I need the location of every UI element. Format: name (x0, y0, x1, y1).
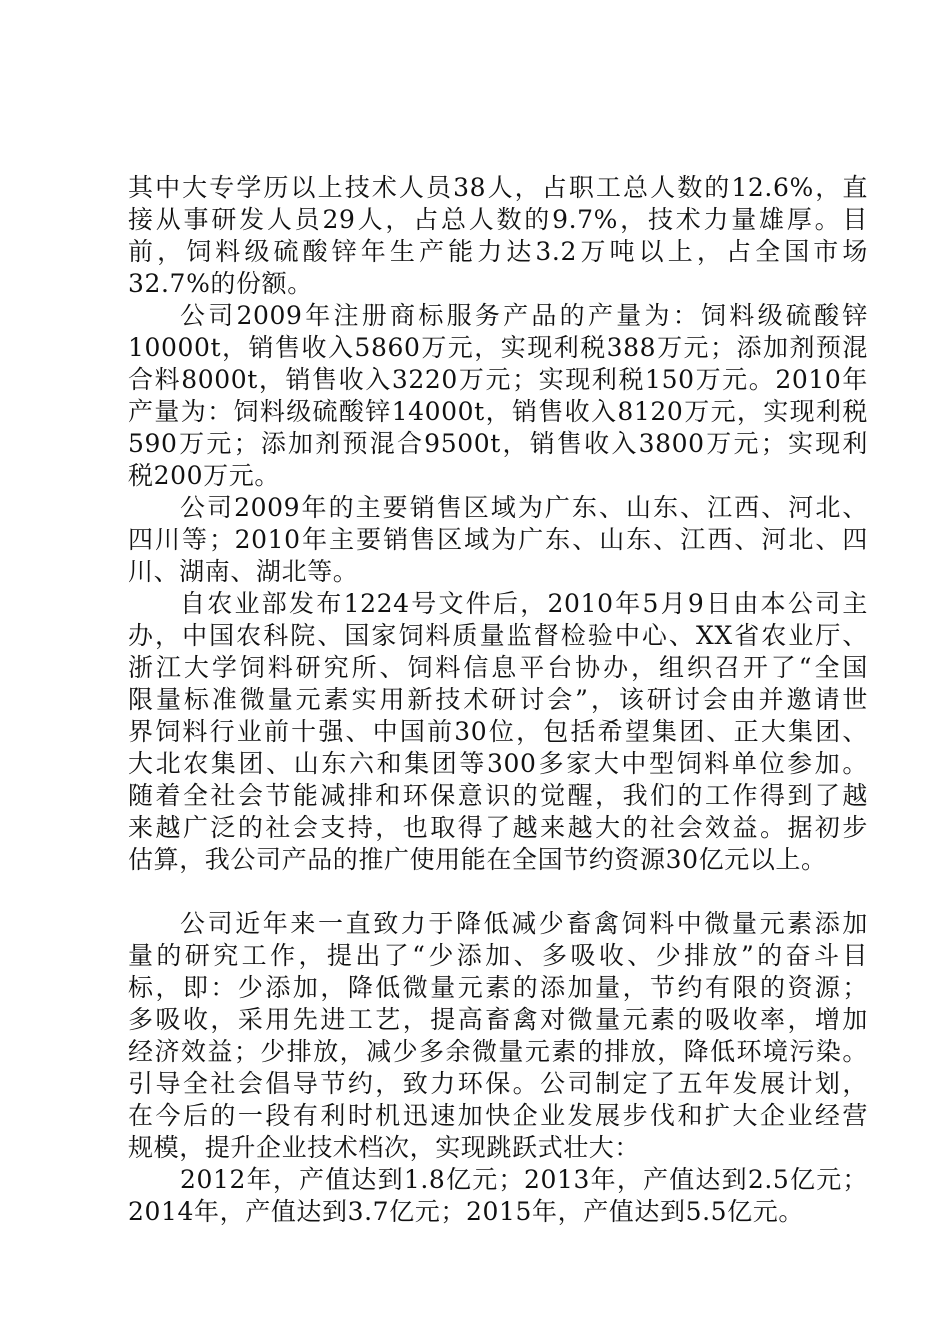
text-line: 随着全社会节能减排和环保意识的觉醒，我们的工作得到了越 (128, 781, 868, 810)
text-line: 其中大专学历以上技术人员38人，占职工总人数的12.6%，直 (128, 173, 868, 202)
text-line: 590万元；添加剂预混合9500t，销售收入3800万元；实现利 (128, 429, 868, 458)
paragraph (128, 1164, 868, 1228)
text-line: 接从事研发人员29人，占总人数的9.7%，技术力量雄厚。目 (128, 205, 868, 234)
text-line: 限量标准微量元素实用新技术研讨会”，该研讨会由并邀请世 (128, 685, 868, 714)
text-line: 在今后的一段有利时机迅速加快企业发展步伐和扩大企业经营 (128, 1101, 868, 1130)
text-line: 32.7%的份额。 (128, 269, 313, 298)
paragraph (128, 908, 868, 1164)
paragraph (128, 172, 868, 300)
text-line: 大北农集团、山东六和集团等300多家大中型饲料单位参加。 (128, 749, 868, 778)
text-line: 川、湖南、湖北等。 (128, 557, 359, 586)
text-line: 公司2009年注册商标服务产品的产量为：饲料级硫酸锌 (180, 301, 868, 330)
text-line: 税200万元。 (128, 461, 280, 490)
text-line: 标，即：少添加，降低微量元素的添加量，节约有限的资源； (128, 973, 868, 1002)
text-line: 来越广泛的社会支持，也取得了越来越大的社会效益。据初步 (128, 813, 868, 842)
text-line: 办，中国农科院、国家饲料质量监督检验中心、XX省农业厅、 (128, 621, 868, 650)
text-line: 浙江大学饲料研究所、饲料信息平台协办，组织召开了“全国 (128, 653, 868, 682)
paragraph (128, 588, 868, 876)
text-line: 2012年，产值达到1.8亿元；2013年，产值达到2.5亿元； (180, 1165, 868, 1194)
text-line: 界饲料行业前十强、中国前30位，包括希望集团、正大集团、 (128, 717, 868, 746)
text-line: 自农业部发布1224号文件后，2010年5月9日由本公司主 (180, 589, 868, 618)
document-body (128, 172, 868, 1228)
text-line: 量的研究工作，提出了“少添加、多吸收、少排放”的奋斗目 (128, 941, 868, 970)
paragraph (128, 492, 868, 588)
text-line: 经济效益；少排放，减少多余微量元素的排放，降低环境污染。 (128, 1037, 868, 1066)
text-line: 产量为：饲料级硫酸锌14000t，销售收入8120万元，实现利税 (128, 397, 868, 426)
text-line: 公司近年来一直致力于降低减少畜禽饲料中微量元素添加 (180, 909, 868, 938)
text-line: 四川等；2010年主要销售区域为广东、山东、江西、河北、四 (128, 525, 868, 554)
paragraph (128, 300, 868, 492)
text-line: 10000t，销售收入5860万元，实现利税388万元；添加剂预混 (128, 333, 868, 362)
text-line: 前，饲料级硫酸锌年生产能力达3.2万吨以上，占全国市场 (128, 237, 868, 266)
text-line: 规模，提升企业技术档次，实现跳跃式壮大： (128, 1133, 641, 1162)
text-line: 公司2009年的主要销售区域为广东、山东、江西、河北、 (180, 493, 868, 522)
text-line: 估算，我公司产品的推广使用能在全国节约资源30亿元以上。 (128, 845, 827, 874)
text-line: 多吸收，采用先进工艺，提高畜禽对微量元素的吸收率，增加 (128, 1005, 868, 1034)
paragraph-gap (128, 876, 868, 908)
text-line: 引导全社会倡导节约，致力环保。公司制定了五年发展计划， (128, 1069, 868, 1098)
text-line: 合料8000t，销售收入3220万元；实现利税150万元。2010年 (128, 365, 868, 394)
text-line: 2014年，产值达到3.7亿元；2015年，产值达到5.5亿元。 (128, 1197, 804, 1226)
